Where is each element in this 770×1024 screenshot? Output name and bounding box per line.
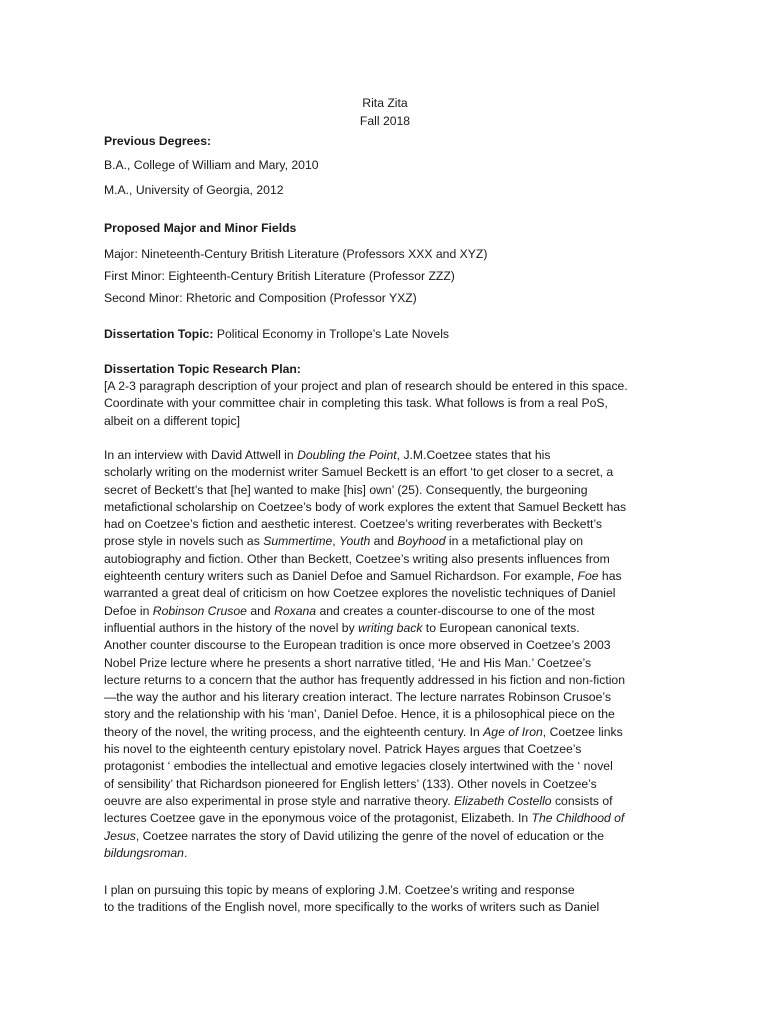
paragraph-line: autobiography and fiction. Other than Beckett, Coetzee’s writing also presents influences from	[104, 551, 610, 566]
paragraph-line: scholarly writing on the modernist writer Samuel Beckett is an effort ‘to get closer to a secret, a	[104, 465, 614, 480]
paragraph-line: to the traditions of the English novel, more specifically to the works of writers such as Daniel	[104, 900, 600, 915]
paragraph-line: secret of Beckett’s that [he] wanted to make [his] own’ (25). Consequently, the burgeoning	[104, 482, 588, 497]
degree-ma: M.A., University of Georgia, 2012	[104, 183, 284, 197]
paragraph-line: his novel to the eighteenth century epistolary novel. Patrick Hayes argues that Coetzee’s	[104, 742, 582, 757]
italic-title: Robinson Crusoe	[152, 603, 247, 618]
paragraph-line: oeuvre are also experimental in prose style and narrative theory. Elizabeth Costello consists of	[104, 793, 613, 808]
paragraph-line: warranted a great deal of criticism on how Coetzee explores the novelistic techniques of Daniel	[104, 586, 616, 601]
instruction-line: albeit on a different topic]	[104, 413, 240, 428]
term: Fall 2018	[359, 114, 411, 128]
research-plan-instructions	[104, 378, 664, 430]
paragraph-line: prose style in novels such as Summertime, Youth and Boyhood in a metafictional play on	[104, 534, 584, 549]
italic-title: Boyhood	[397, 534, 446, 549]
italic-title: Doubling the Point	[297, 448, 397, 462]
dissertation-topic	[104, 326, 664, 343]
fields-heading: Proposed Major and Minor Fields	[104, 221, 297, 235]
degree-ba: B.A., College of William and Mary, 2010	[104, 158, 319, 172]
body-paragraph-1	[104, 447, 664, 862]
paragraph-line: Another counter discourse to the European tradition is once more observed in Coetzee’s 2003	[104, 638, 611, 653]
paragraph-line: Defoe in Robinson Crusoe and Roxana and creates a counter-discourse to one of the most	[104, 603, 595, 618]
paragraph-line: eighteenth century writers such as Daniel Defoe and Samuel Richardson. For example, Foe has	[104, 569, 622, 584]
paragraph-line: In an interview with David Attwell in Doubling the Point, J.M.Coetzee states that his	[104, 448, 551, 462]
italic-title: writing back	[358, 620, 423, 635]
instruction-line: [A 2-3 paragraph description of your project and plan of research should be entered in this space.	[104, 379, 628, 393]
second-minor-field: Second Minor: Rhetoric and Composition (Professor YXZ)	[104, 291, 417, 305]
paragraph-line: influential authors in the history of the novel by writing back to European canonical texts.	[104, 620, 580, 635]
italic-title: bildungsroman	[104, 845, 184, 860]
instruction-line: Coordinate with your committee chair in completing this task. What follows is from a real PoS,	[104, 396, 608, 411]
paragraph-line: Jesus, Coetzee narrates the story of David utilizing the genre of the novel of education or the	[104, 828, 604, 843]
paragraph-line: theory of the novel, the writing process, and the eighteenth century. In Age of Iron, Coetzee links	[104, 724, 623, 739]
dissertation-topic-value: Political Economy in Trollope’s Late Novels	[213, 327, 449, 341]
paragraph-line: had on Coetzee’s fiction and aesthetic interest. Coetzee’s writing reverberates with Beckett’s	[104, 517, 602, 532]
paragraph-line: I plan on pursuing this topic by means of exploring J.M. Coetzee’s writing and response	[104, 883, 575, 897]
paragraph-line: story and the relationship with his ‘man’, Daniel Defoe. Hence, it is a philosophical piece on the	[104, 707, 615, 722]
italic-title: Foe	[577, 569, 599, 584]
italic-title: Youth	[339, 534, 371, 549]
body-paragraph-2	[104, 882, 664, 917]
major-field: Major: Nineteenth-Century British Literature (Professors XXX and XYZ)	[104, 247, 488, 261]
italic-title: Roxana	[274, 603, 317, 618]
paragraph-line: lecture returns to a concern that the author has frequently addressed in his fiction and non-fiction	[104, 672, 625, 687]
research-plan-heading: Dissertation Topic Research Plan:	[104, 362, 301, 376]
first-minor-field: First Minor: Eighteenth-Century British Literature (Professor ZZZ)	[104, 269, 455, 283]
paragraph-line: lectures Coetzee gave in the eponymous voice of the protagonist, Elizabeth. In The Childhood of	[104, 811, 625, 826]
paragraph-line: bildungsroman.	[104, 845, 188, 860]
paragraph-line: Nobel Prize lecture where he presents a short narrative titled, ‘He and His Man.’ Coetzee’s	[104, 655, 592, 670]
italic-title: Age of Iron	[483, 724, 543, 739]
paragraph-line: protagonist ‘ embodies the intellectual and emotive legacies closely intertwined with the ‘ novel	[104, 759, 613, 774]
dissertation-topic-label: Dissertation Topic:	[104, 327, 214, 341]
paragraph-line: of sensibility’ that Richardson pioneered for English letters’ (133). Other novels in Coetzee’s	[104, 776, 597, 791]
previous-degrees-heading: Previous Degrees:	[104, 134, 212, 148]
paragraph-line: metafictional scholarship on Coetzee’s body of work explores the extent that Samuel Beckett has	[104, 499, 627, 514]
italic-title: Elizabeth Costello	[454, 793, 552, 808]
italic-title: The Childhood of	[531, 811, 625, 826]
paragraph-line: —the way the author and his literary creation interact. The lecture narrates Robinson Crusoe’s	[104, 690, 611, 705]
author-name: Rita Zita	[362, 96, 408, 110]
italic-title: Summertime	[263, 534, 333, 549]
italic-title: Jesus	[104, 828, 136, 843]
